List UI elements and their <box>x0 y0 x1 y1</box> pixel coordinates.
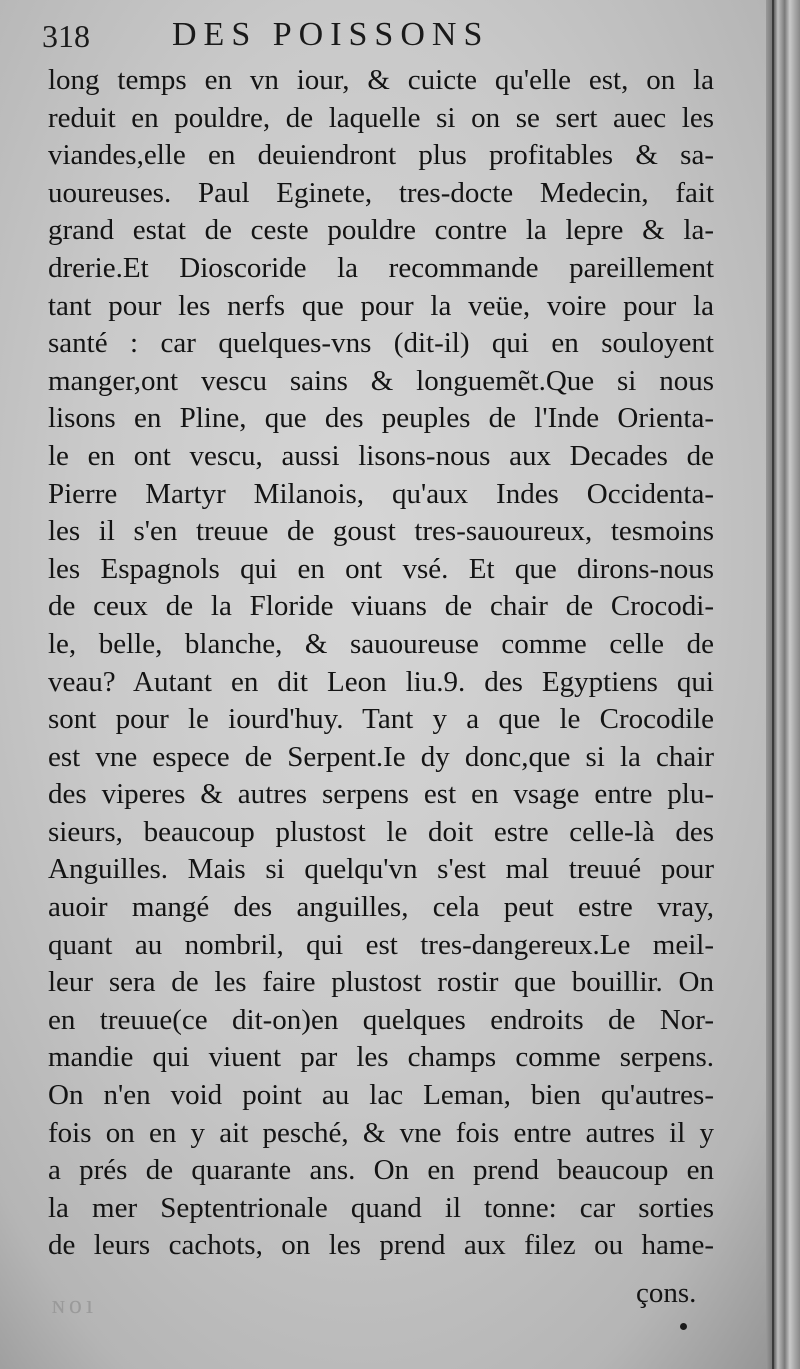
text-line: manger,ont vescu sains & longuemẽt.Que si nous <box>48 364 714 397</box>
text-line: tant pour les nerfs que pour la veüe, voire pour la <box>48 289 714 322</box>
text-line: quant au nombril, qui est tres-dangereux.Le meil- <box>48 928 714 961</box>
text-line: en treuue(ce dit-on)en quelques endroits de Nor- <box>48 1003 714 1036</box>
text-line: uoureuses. Paul Eginete, tres-docte Medecin, fait <box>48 176 714 209</box>
show-through-mark: ɴoı <box>52 1290 98 1319</box>
text-line: le, belle, blanche, & sauoureuse comme celle de <box>48 627 714 660</box>
text-line: lisons en Pline, que des peuples de l'Inde Orienta- <box>48 402 714 435</box>
adjacent-page-edge <box>766 0 800 1369</box>
text-line: le en ont vescu, aussi lisons-nous aux Decades de <box>48 439 714 472</box>
text-line: sieurs, beaucoup plustost le doit estre celle-là des <box>48 815 714 848</box>
text-line: veau? Autant en dit Leon liu.9. des Egyptiens qui <box>48 665 714 698</box>
text-line: long temps en vn iour, & cuicte qu'elle est, on la <box>48 64 714 96</box>
text-line: fois on en y ait pesché, & vne fois entre autres il y <box>48 1116 714 1149</box>
text-line: sont pour le iourd'huy. Tant y a que le Crocodile <box>48 703 714 736</box>
text-line: Pierre Martyr Milanois, qu'aux Indes Occidenta- <box>48 477 714 510</box>
page-header <box>42 14 622 58</box>
text-line: auoir mangé des anguilles, cela peut estre vray, <box>48 891 714 924</box>
text-line: les Espagnols qui en ont vsé. Et que dirons-nous <box>48 552 714 585</box>
text-line: viandes,elle en deuiendront plus profitables & sa- <box>48 139 714 172</box>
catchword: çons. <box>636 1277 697 1309</box>
running-head: DES POISSONS <box>172 16 490 53</box>
text-line: les il s'en treuue de goust tres-sauoureux, tesmoins <box>48 515 714 548</box>
text-line: santé : car quelques-vns (dit-il) qui en souloyent <box>48 327 714 360</box>
text-line: leur sera de les faire plustost rostir que bouillir. On <box>48 966 714 999</box>
text-line: On n'en void point au lac Leman, bien qu'autres- <box>48 1079 714 1112</box>
text-line: reduit en pouldre, de laquelle si on se sert auec les <box>48 101 714 134</box>
text-line: grand estat de ceste pouldre contre la lepre & la- <box>48 214 714 247</box>
text-line: Anguilles. Mais si quelqu'vn s'est mal treuué pour <box>48 853 714 886</box>
text-line: mandie qui viuent par les champs comme serpens. <box>48 1041 714 1074</box>
ink-speck <box>680 1323 687 1330</box>
text-line: la mer Septentrionale quand il tonne: car sorties <box>48 1191 714 1224</box>
text-line: de ceux de la Floride viuans de chair de Crocodi- <box>48 590 714 623</box>
page-number: 318 <box>42 18 90 54</box>
body-text <box>48 62 714 1265</box>
text-line: des viperes & autres serpens est en vsage entre plu- <box>48 778 714 811</box>
text-line: de leurs cachots, on les prend aux filez ou hame- <box>48 1229 714 1262</box>
text-line: drerie.Et Dioscoride la recommande pareillement <box>48 251 714 284</box>
text-line: est vne espece de Serpent.Ie dy donc,que si la chair <box>48 740 714 773</box>
text-line: a prés de quarante ans. On en prend beaucoup en <box>48 1154 714 1187</box>
